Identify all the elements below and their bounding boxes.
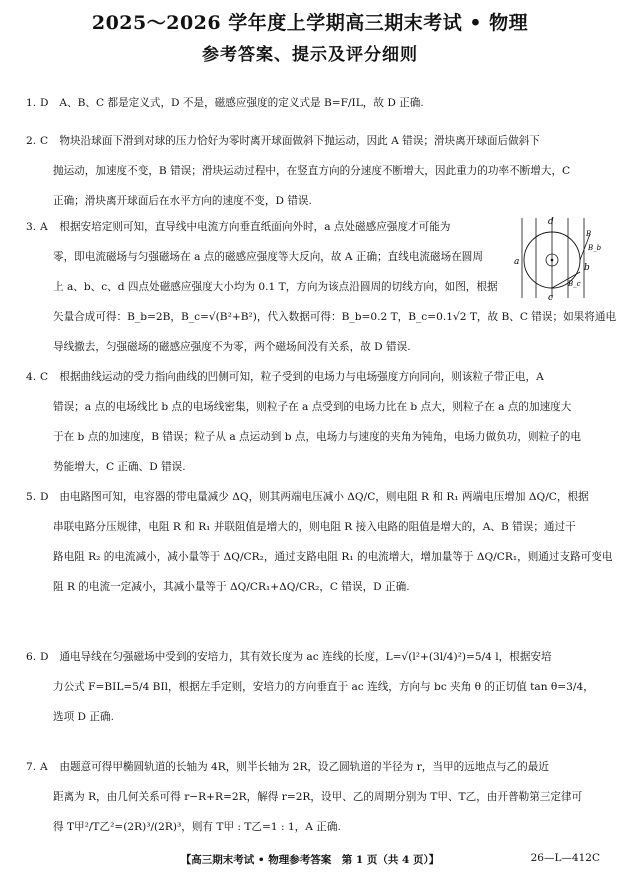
item-line: 于在 b 点的加速度，B 错误；粒子从 a 点运动到 b 点，电场力与速度的夹角为钝角，电场力做负功，则粒子的电: [53, 431, 581, 443]
label-bc: B_c: [568, 280, 581, 288]
item-line: 选项 D 正确.: [53, 711, 114, 723]
item-line: 路电阻 R₂ 的电流减小，减小量等于 ΔQ/CR₂，通过支路电阻 R₁ 的电流增大，增加量等于 ΔQ/CR₁，则通过支路可变电: [53, 551, 613, 563]
item-line: 正确；滑块离开球面后在水平方向的速度不变，D 错误.: [53, 195, 312, 207]
item-line: 得 T甲²/T乙²=(2R)³/(2R)³，则有 T甲 : T乙=1 : 1，A 正确.: [53, 821, 341, 833]
item-answer: D: [40, 651, 49, 663]
item-number: 5.: [26, 491, 37, 503]
item-line: 矢量合成可得：B_b=2B，B_c=√(B²+B²)，代入数据可得：B_b=0.2 T，B_c=0.1√2 T，故 B、C 错误；如果将通电: [53, 311, 617, 323]
item-line: 物块沿球面下滑到对球的压力恰好为零时离开球面做斜下抛运动，因此 A 错误；滑块离开球面后做斜下: [59, 135, 540, 147]
label-d: d: [548, 217, 554, 227]
item-answer: C: [40, 135, 49, 147]
item-line: 由题意可得甲椭圆轨道的长轴为 4R，则半长轴为 2R，设乙圆轨道的半径为 r，当甲的远地点与乙的最近: [59, 761, 549, 773]
answer-item-3-cont: [26, 302, 617, 362]
item-number: 4.: [26, 371, 37, 383]
answer-item-3: [26, 212, 504, 302]
item-answer: A: [40, 221, 48, 233]
magnetic-field-diagram: [508, 212, 602, 304]
answer-item-5: [26, 482, 613, 602]
item-line: 距离为 R，由几何关系可得 r−R+R=2R，解得 r=2R，设甲、乙的周期分别为 T甲、T乙，由开普勒第三定律可: [53, 791, 583, 803]
answer-item-6: [26, 642, 598, 732]
item-answer: D: [40, 97, 49, 109]
item-line: 零，即电流磁场与匀强磁场在 a 点的磁感应强度等大反向，故 A 正确；直线电流磁场在圆周: [53, 251, 483, 263]
item-line: 根据安培定则可知，直导线中电流方向垂直纸面向外时，a 点处磁感应强度才可能为: [59, 221, 451, 233]
label-b-field: B: [586, 230, 592, 238]
answer-item-7: [26, 752, 598, 842]
item-line: 抛运动，加速度不变，B 错误；滑块运动过程中，在竖直方向的分速度不断增大，因此重力的功率不断增大，C: [53, 165, 571, 177]
answer-item-1: [26, 88, 598, 118]
footer-code: 26—L—412C: [530, 852, 600, 864]
footer-page-info: 【高三期末考试 • 物理参考答案 第 1 页（共 4 页）】: [180, 854, 440, 866]
page-title: 2025～2026 学年度上学期高三期末考试 • 物理: [91, 12, 529, 34]
item-line: A、B、C 都是定义式，D 不是，磁感应强度的定义式是 B=F/IL，故 D 正确.: [59, 97, 424, 109]
label-a: a: [514, 257, 520, 267]
label-c: c: [548, 293, 554, 303]
label-b: b: [584, 263, 590, 273]
item-line: 由电路图可知，电容器的带电量减少 ΔQ，则其两端电压减小 ΔQ/C，则电阻 R 和 R₁ 两端电压增加 ΔQ/C，根据: [59, 491, 589, 503]
item-line: 错误；a 点的电场线比 b 点的电场线密集，则粒子在 a 点受到的电场力比在 b 点大，则粒子在 a 点的加速度大: [53, 401, 572, 413]
item-number: 3.: [26, 221, 37, 233]
item-answer: D: [40, 491, 49, 503]
item-number: 1.: [26, 97, 37, 109]
item-line: 导线撤去，匀强磁场的磁感应强度不为零，两个磁场间没有关系，故 D 错误.: [53, 341, 411, 353]
item-number: 7.: [26, 761, 37, 773]
label-bb: B_b: [588, 244, 602, 252]
item-number: 6.: [26, 651, 37, 663]
page-subtitle: 参考答案、提示及评分细则: [202, 45, 418, 65]
item-answer: A: [40, 761, 48, 773]
answer-item-2: [26, 126, 598, 216]
item-line: 通电导线在匀强磁场中受到的安培力，其有效长度为 ac 连线的长度，L=√(l²+(3l/4)²)=5/4 l，根据安培: [59, 651, 552, 663]
item-line: 势能增大，C 正确、D 错误.: [53, 461, 186, 473]
item-line: 上 a、b、c、d 四点处磁感应强度大小均为 0.1 T，方向为该点沿圆周的切线方向，如图，根据: [53, 281, 498, 293]
item-line: 串联电路分压规律，电阻 R 和 R₁ 并联阻值是增大的，则电阻 R 接入电路的阻值是增大的，A、B 错误；通过干: [53, 521, 576, 533]
item-line: 力公式 F=BIL=5/4 BIl，根据左手定则，安培力的方向垂直于 ac 连线，方向与 bc 夹角 θ 的正切值 tan θ=3/4，: [53, 681, 594, 693]
answer-item-4: [26, 362, 598, 482]
item-answer: C: [40, 371, 49, 383]
item-line: 根据曲线运动的受力指向曲线的凹侧可知，粒子受到的电场力与电场强度方向同向，则该粒子带正电，A: [59, 371, 544, 383]
item-number: 2.: [26, 135, 37, 147]
item-line: 阻 R 的电流一定减小，其减小量等于 ΔQ/CR₁+ΔQ/CR₂，C 错误，D 正确.: [53, 581, 410, 593]
